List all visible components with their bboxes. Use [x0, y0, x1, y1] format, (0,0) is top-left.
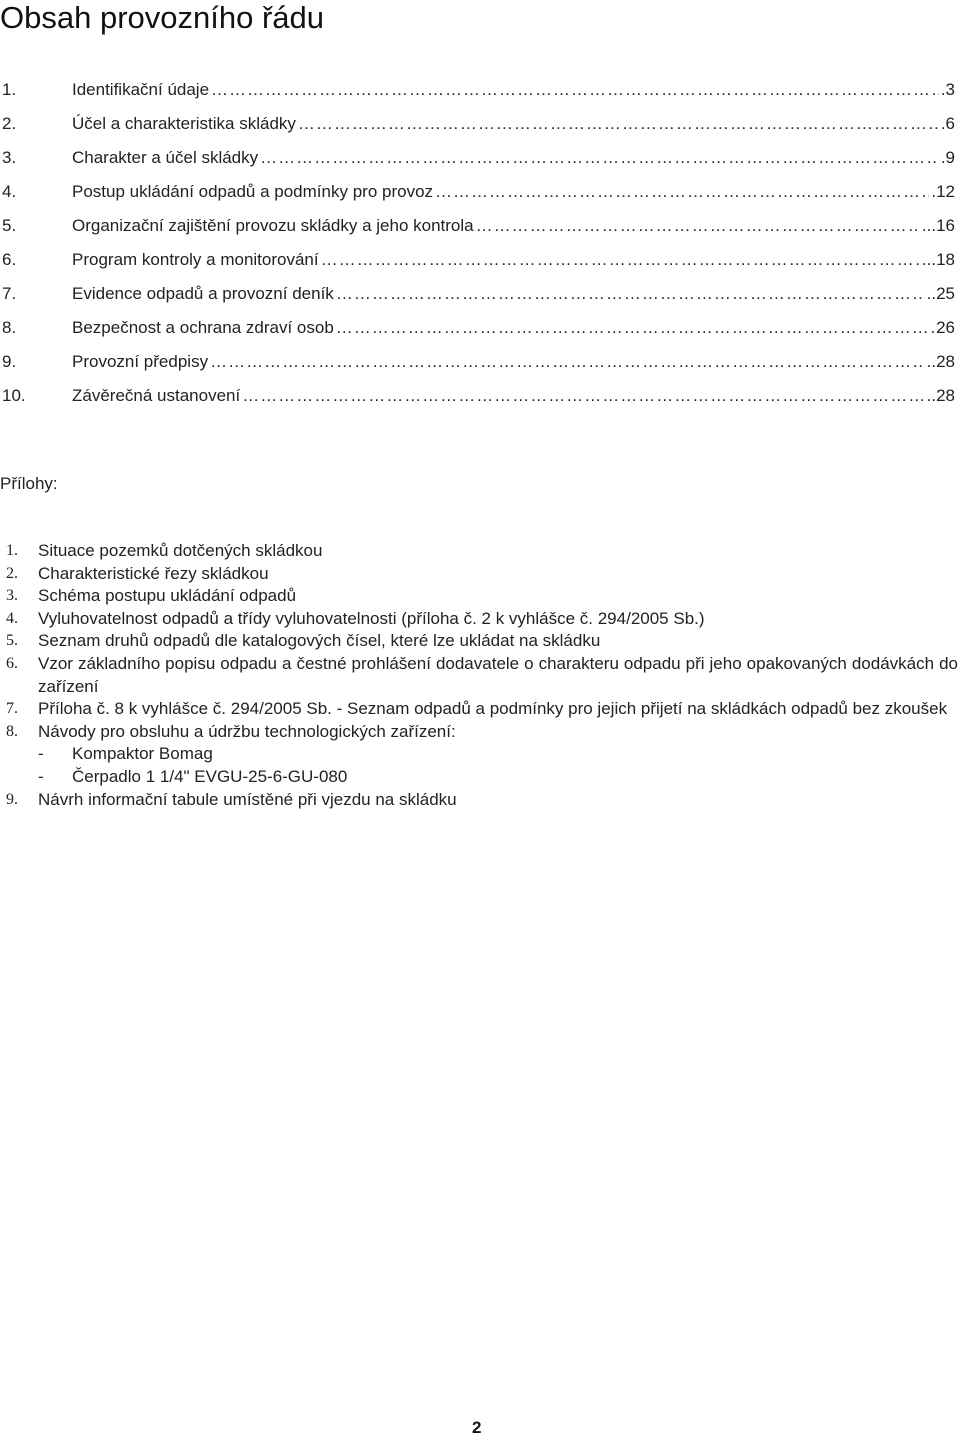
toc-row[interactable] — [0, 80, 955, 114]
annex-number: 3. — [6, 587, 18, 605]
toc-page: .3 — [940, 80, 955, 99]
annex-text: Charakteristické řezy skládkou — [38, 563, 269, 583]
annex-number: 1. — [6, 542, 18, 559]
toc-leader — [242, 386, 924, 406]
list-item — [0, 563, 958, 586]
toc-title: Program kontroly a monitorování — [72, 250, 319, 269]
list-item — [0, 721, 958, 789]
list-item — [0, 653, 958, 698]
toc-leader — [476, 216, 920, 236]
annex-number: 6. — [6, 654, 18, 672]
toc-title: Účel a charakteristika skládky — [72, 114, 296, 133]
page-number: 2 — [472, 1418, 482, 1437]
toc-leader — [298, 114, 939, 134]
toc-row[interactable] — [0, 352, 955, 386]
toc-number: 1. — [2, 80, 17, 99]
toc-page: ...18 — [921, 250, 955, 269]
toc-title: Bezpečnost a ochrana zdraví osob — [72, 318, 334, 337]
toc-row[interactable] — [0, 114, 955, 148]
annex-text: Seznam druhů odpadů dle katalogových čísel, které lze ukládat na skládku — [38, 631, 601, 651]
annex-text: Příloha č. 8 k vyhlášce č. 294/2005 Sb. - Seznam odpadů a podmínky pro jejich přijetí na skládkách odpadů bez zkoušek — [38, 699, 948, 719]
toc-number: 5. — [2, 216, 17, 235]
toc-leader — [211, 80, 939, 100]
annex-text: Návody pro obsluhu a údržbu technologických zařízení: — [38, 721, 456, 741]
annex-number: 8. — [6, 722, 18, 740]
annex-number: 7. — [6, 700, 18, 718]
toc-title: Organizační zajištění provozu skládky a jeho kontrola — [72, 216, 474, 235]
toc-leader — [321, 250, 920, 270]
toc-row[interactable] — [0, 216, 955, 250]
list-item — [0, 789, 958, 812]
list-item — [0, 698, 958, 721]
toc-page: ..28 — [926, 352, 955, 371]
toc-page: ..28 — [926, 386, 955, 405]
toc-title: Závěrečná ustanovení — [72, 386, 241, 405]
toc-row[interactable] — [0, 250, 955, 284]
toc-row[interactable] — [0, 386, 955, 420]
annexes-heading: Přílohy: — [0, 474, 58, 493]
annex-text: Situace pozemků dotčených skládkou — [38, 541, 323, 560]
sub-item-text: Kompaktor Bomag — [72, 744, 213, 764]
toc-page: .9 — [940, 148, 955, 167]
toc-row[interactable] — [0, 284, 955, 318]
sub-item-dash: - — [38, 766, 44, 786]
toc-number: 9. — [2, 352, 17, 371]
toc-number: 10. — [2, 386, 26, 405]
toc-leader — [336, 284, 925, 304]
table-of-contents — [0, 80, 955, 420]
toc-number: 4. — [2, 182, 17, 201]
toc-leader — [260, 148, 939, 168]
annex-block — [38, 721, 958, 789]
toc-page: ...16 — [921, 216, 955, 235]
toc-page: .6 — [940, 114, 955, 133]
annex-number: 4. — [6, 609, 18, 627]
list-item — [0, 608, 958, 631]
annex-list — [0, 540, 958, 811]
annex-text: Návrh informační tabule umístěné při vjezdu na skládku — [38, 789, 457, 809]
sub-list-item — [38, 743, 958, 766]
annex-number: 5. — [6, 632, 18, 650]
annex-text: Vzor základního popisu odpadu a čestné prohlášení dodavatele o charakteru odpadu při jeho opakovaných dodávkách do zařízení — [38, 653, 958, 696]
toc-title: Identifikační údaje — [72, 80, 210, 99]
toc-page: 26 — [936, 318, 955, 337]
annex-text: Vyluhovatelnost odpadů a třídy vyluhovatelnosti (příloha č. 2 k vyhlášce č. 294/2005 Sb.) — [38, 608, 705, 628]
toc-leader — [435, 182, 929, 202]
list-item — [0, 540, 958, 563]
toc-title: Charakter a účel skládky — [72, 148, 259, 167]
toc-number: 6. — [2, 250, 17, 269]
annex-number: 9. — [6, 790, 18, 808]
list-item — [0, 630, 958, 653]
sub-list-item — [38, 766, 958, 789]
toc-page: .12 — [931, 182, 955, 201]
toc-leader — [210, 352, 925, 372]
toc-row[interactable] — [0, 318, 955, 352]
toc-row[interactable] — [0, 148, 955, 182]
toc-title: Evidence odpadů a provozní deník — [72, 284, 334, 303]
toc-number: 2. — [2, 114, 17, 133]
list-item — [0, 585, 958, 608]
annex-number: 2. — [6, 564, 18, 582]
toc-title: Postup ukládání odpadů a podmínky pro provoz — [72, 182, 434, 201]
annex-text: Schéma postupu ukládání odpadů — [38, 586, 297, 606]
document-title: Obsah provozního řádu — [0, 0, 324, 35]
sub-item-dash: - — [38, 744, 44, 764]
sub-item-text: Čerpadlo 1 1/4" EVGU-25-6-GU-080 — [72, 766, 348, 786]
toc-page: ..25 — [926, 284, 955, 303]
toc-number: 3. — [2, 148, 17, 167]
toc-leader — [336, 318, 934, 338]
toc-number: 8. — [2, 318, 17, 337]
toc-title: Provozní předpisy — [72, 352, 209, 371]
toc-row[interactable] — [0, 182, 955, 216]
toc-number: 7. — [2, 284, 17, 303]
